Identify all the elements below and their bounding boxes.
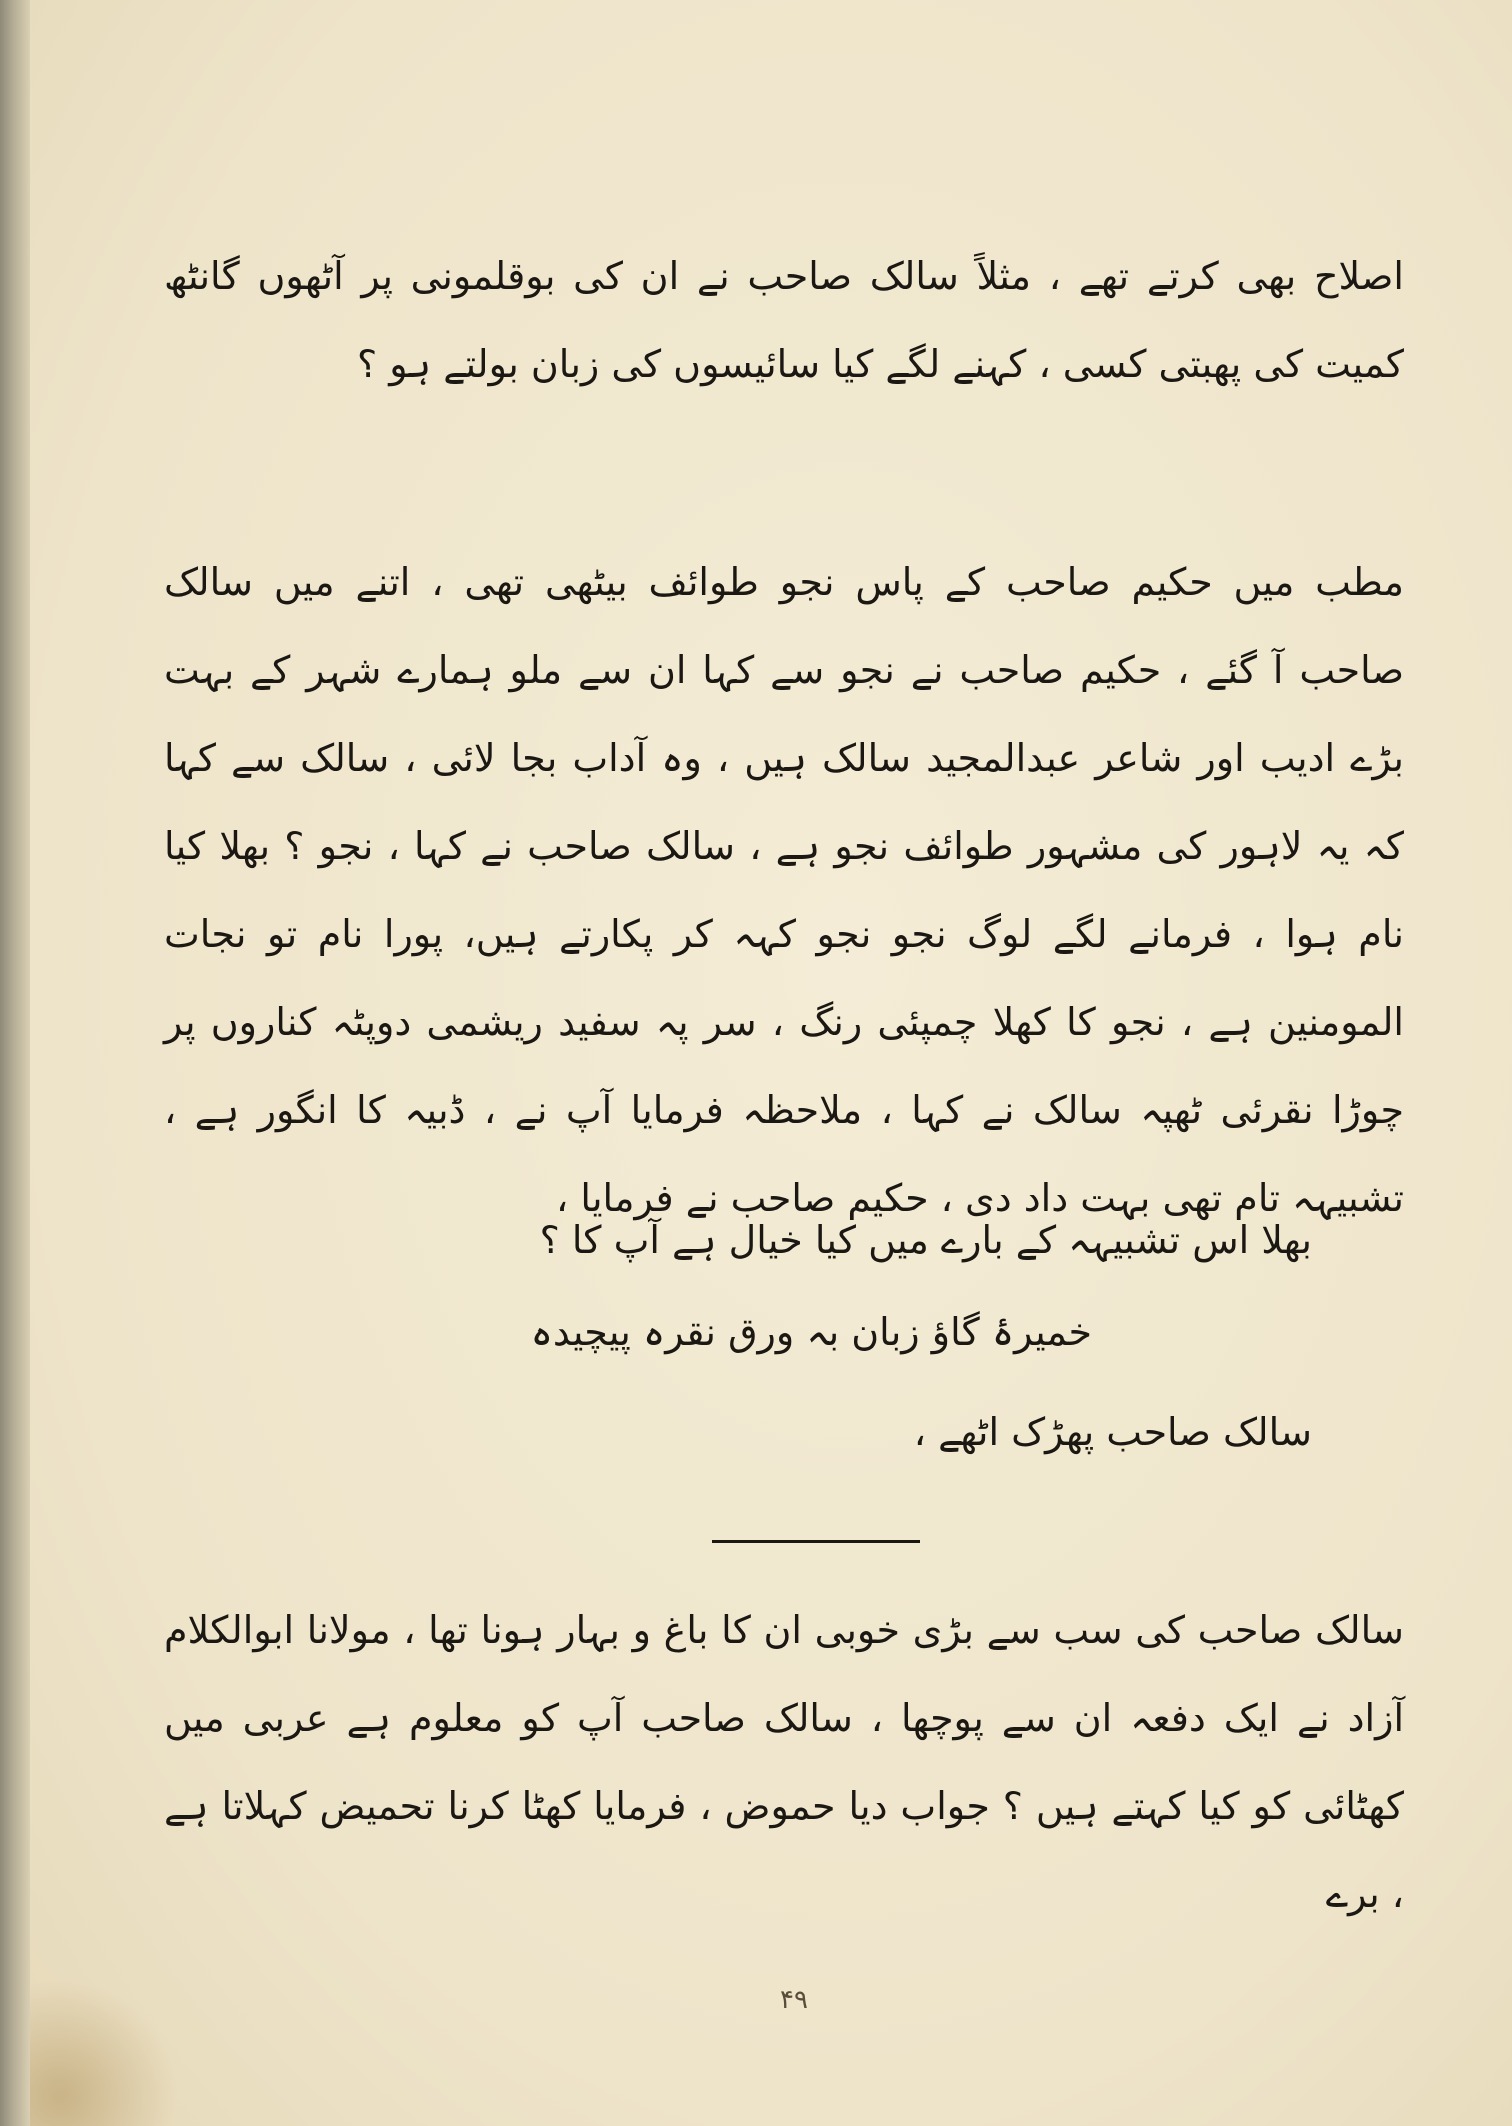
page-number: ۴۹ [780,1985,808,2015]
paragraph-1: اصلاح بھی کرتے تھے ، مثلاً سالک صاحب نے ان کی بوقلمونی پر آٹھوں گانٹھ کمیت کی پھبتی کسی ، کہنے لگے کیا سائیسوں کی زبان بولتے ہو ؟ [164,254,1404,386]
paragraph-3: سالک صاحب کی سب سے بڑی خوبی ان کا باغ و بہار ہونا تھا ، مولانا ابوالکلام آزاد نے ایک دفعہ ان سے پوچھا ، سالک صاحب آپ کو معلوم ہے عربی میں کھٹائی کو کیا کہتے ہیں ؟ جواب دیا حموض ، فرمایا کھٹا کرنا تحمیض کہلاتا ہے ، برے [164,1608,1404,1916]
verse-line-1: بھلا اس تشبیہہ کے بارے میں کیا خیال ہے آپ کا ؟ [539,1218,1312,1262]
paragraph-2: مطب میں حکیم صاحب کے پاس نجو طوائف بیٹھی تھی ، اتنے میں سالک صاحب آ گئے ، حکیم صاحب نے نجو سے کہا ان سے ملو ہمارے شہر کے بہت بڑے ادیب اور شاعر عبدالمجید سالک ہیں ، وہ آداب بجا لائی ، سالک سے کہا کہ یہ لاہور کی مشہور طوائف نجو ہے ، سالک صاحب نے کہا ، نجو ؟ بھلا کیا نام ہوا ، فرمانے لگے لوگ نجو نجو کہہ کر پکارتے ہیں، پورا نام تو نجات المومنین ہے ، نجو کا کھلا چمپئی رنگ ، سر پہ سفید ریشمی دوپٹہ کناروں پر چوڑا نقرئی ٹھپہ سالک نے کہا ، ملاحظہ فرمایا آپ نے ، ڈبیہ کا انگور ہے ، تشبیہہ تام تھی بہت داد دی ، حکیم صاحب نے فرمایا ، [164,560,1404,1220]
paper-stain [30,1980,180,2126]
page-binding-edge [0,0,30,2126]
verse-line-3: سالک صاحب پھڑک اٹھے ، [913,1410,1312,1454]
verse-line-2: خمیرۂ گاؤ زبان بہ ورق نقرہ پیچیدہ [530,1310,1092,1354]
section-divider [712,1540,920,1543]
